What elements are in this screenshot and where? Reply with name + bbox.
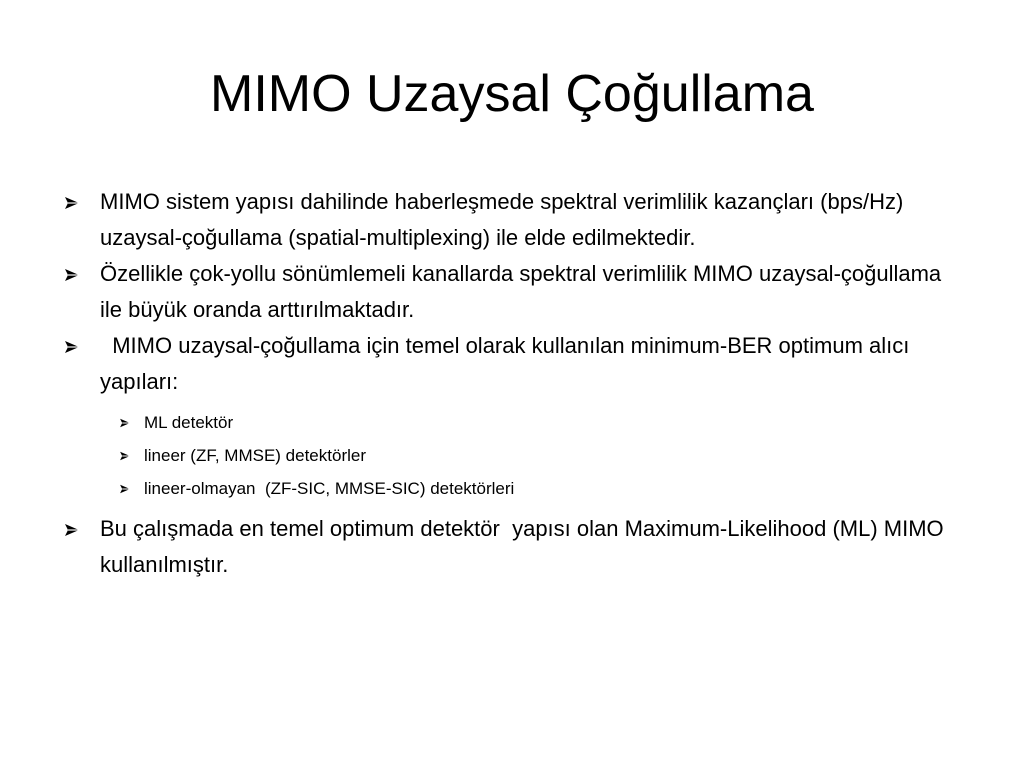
- sub-bullet-text: lineer-olmayan (ZF-SIC, MMSE-SIC) detektörleri: [144, 479, 515, 498]
- sub-bullet-text: lineer (ZF, MMSE) detektörler: [144, 446, 366, 465]
- bullet-text: Bu çalışmada en temel optimum detektör yapısı olan Maximum-Likelihood (ML) MIMO kullanılmıştır.: [100, 516, 950, 577]
- bullet-text: MIMO uzaysal-çoğullama için temel olarak kullanılan minimum-BER optimum alıcı yapıları:: [100, 333, 916, 394]
- sub-bullet-item-1: [100, 406, 960, 439]
- bullet-text: Özellikle çok-yollu sönümlemeli kanallarda spektral verimlilik MIMO uzaysal-çoğullama ile büyük oranda arttırılmaktadır.: [100, 261, 948, 322]
- bullet-item-2: [60, 256, 960, 328]
- bullet-list: [60, 184, 960, 583]
- arrow-check-bullet-icon: [62, 265, 82, 285]
- sub-bullet-item-3: [100, 472, 960, 505]
- sub-bullet-text: ML detektör: [144, 413, 234, 432]
- sub-bullet-list: [100, 406, 960, 505]
- arrow-check-bullet-icon: [62, 193, 82, 213]
- slide-title: MIMO Uzaysal Çoğullama: [210, 65, 814, 123]
- arrow-check-bullet-icon: [118, 416, 132, 430]
- bullet-text: MIMO sistem yapısı dahilinde haberleşmede spektral verimlilik kazançları (bps/Hz) uzaysal-çoğullama (spatial-multiplexing) ile elde edilmektedir.: [100, 189, 904, 250]
- bullet-item-4: [60, 511, 960, 583]
- arrow-check-bullet-icon: [62, 520, 82, 540]
- arrow-check-bullet-icon: [118, 449, 132, 463]
- arrow-check-bullet-icon: [62, 337, 82, 357]
- arrow-check-bullet-icon: [118, 482, 132, 496]
- bullet-item-1: [60, 184, 960, 256]
- bullet-item-3: [60, 328, 960, 505]
- sub-bullet-item-2: [100, 439, 960, 472]
